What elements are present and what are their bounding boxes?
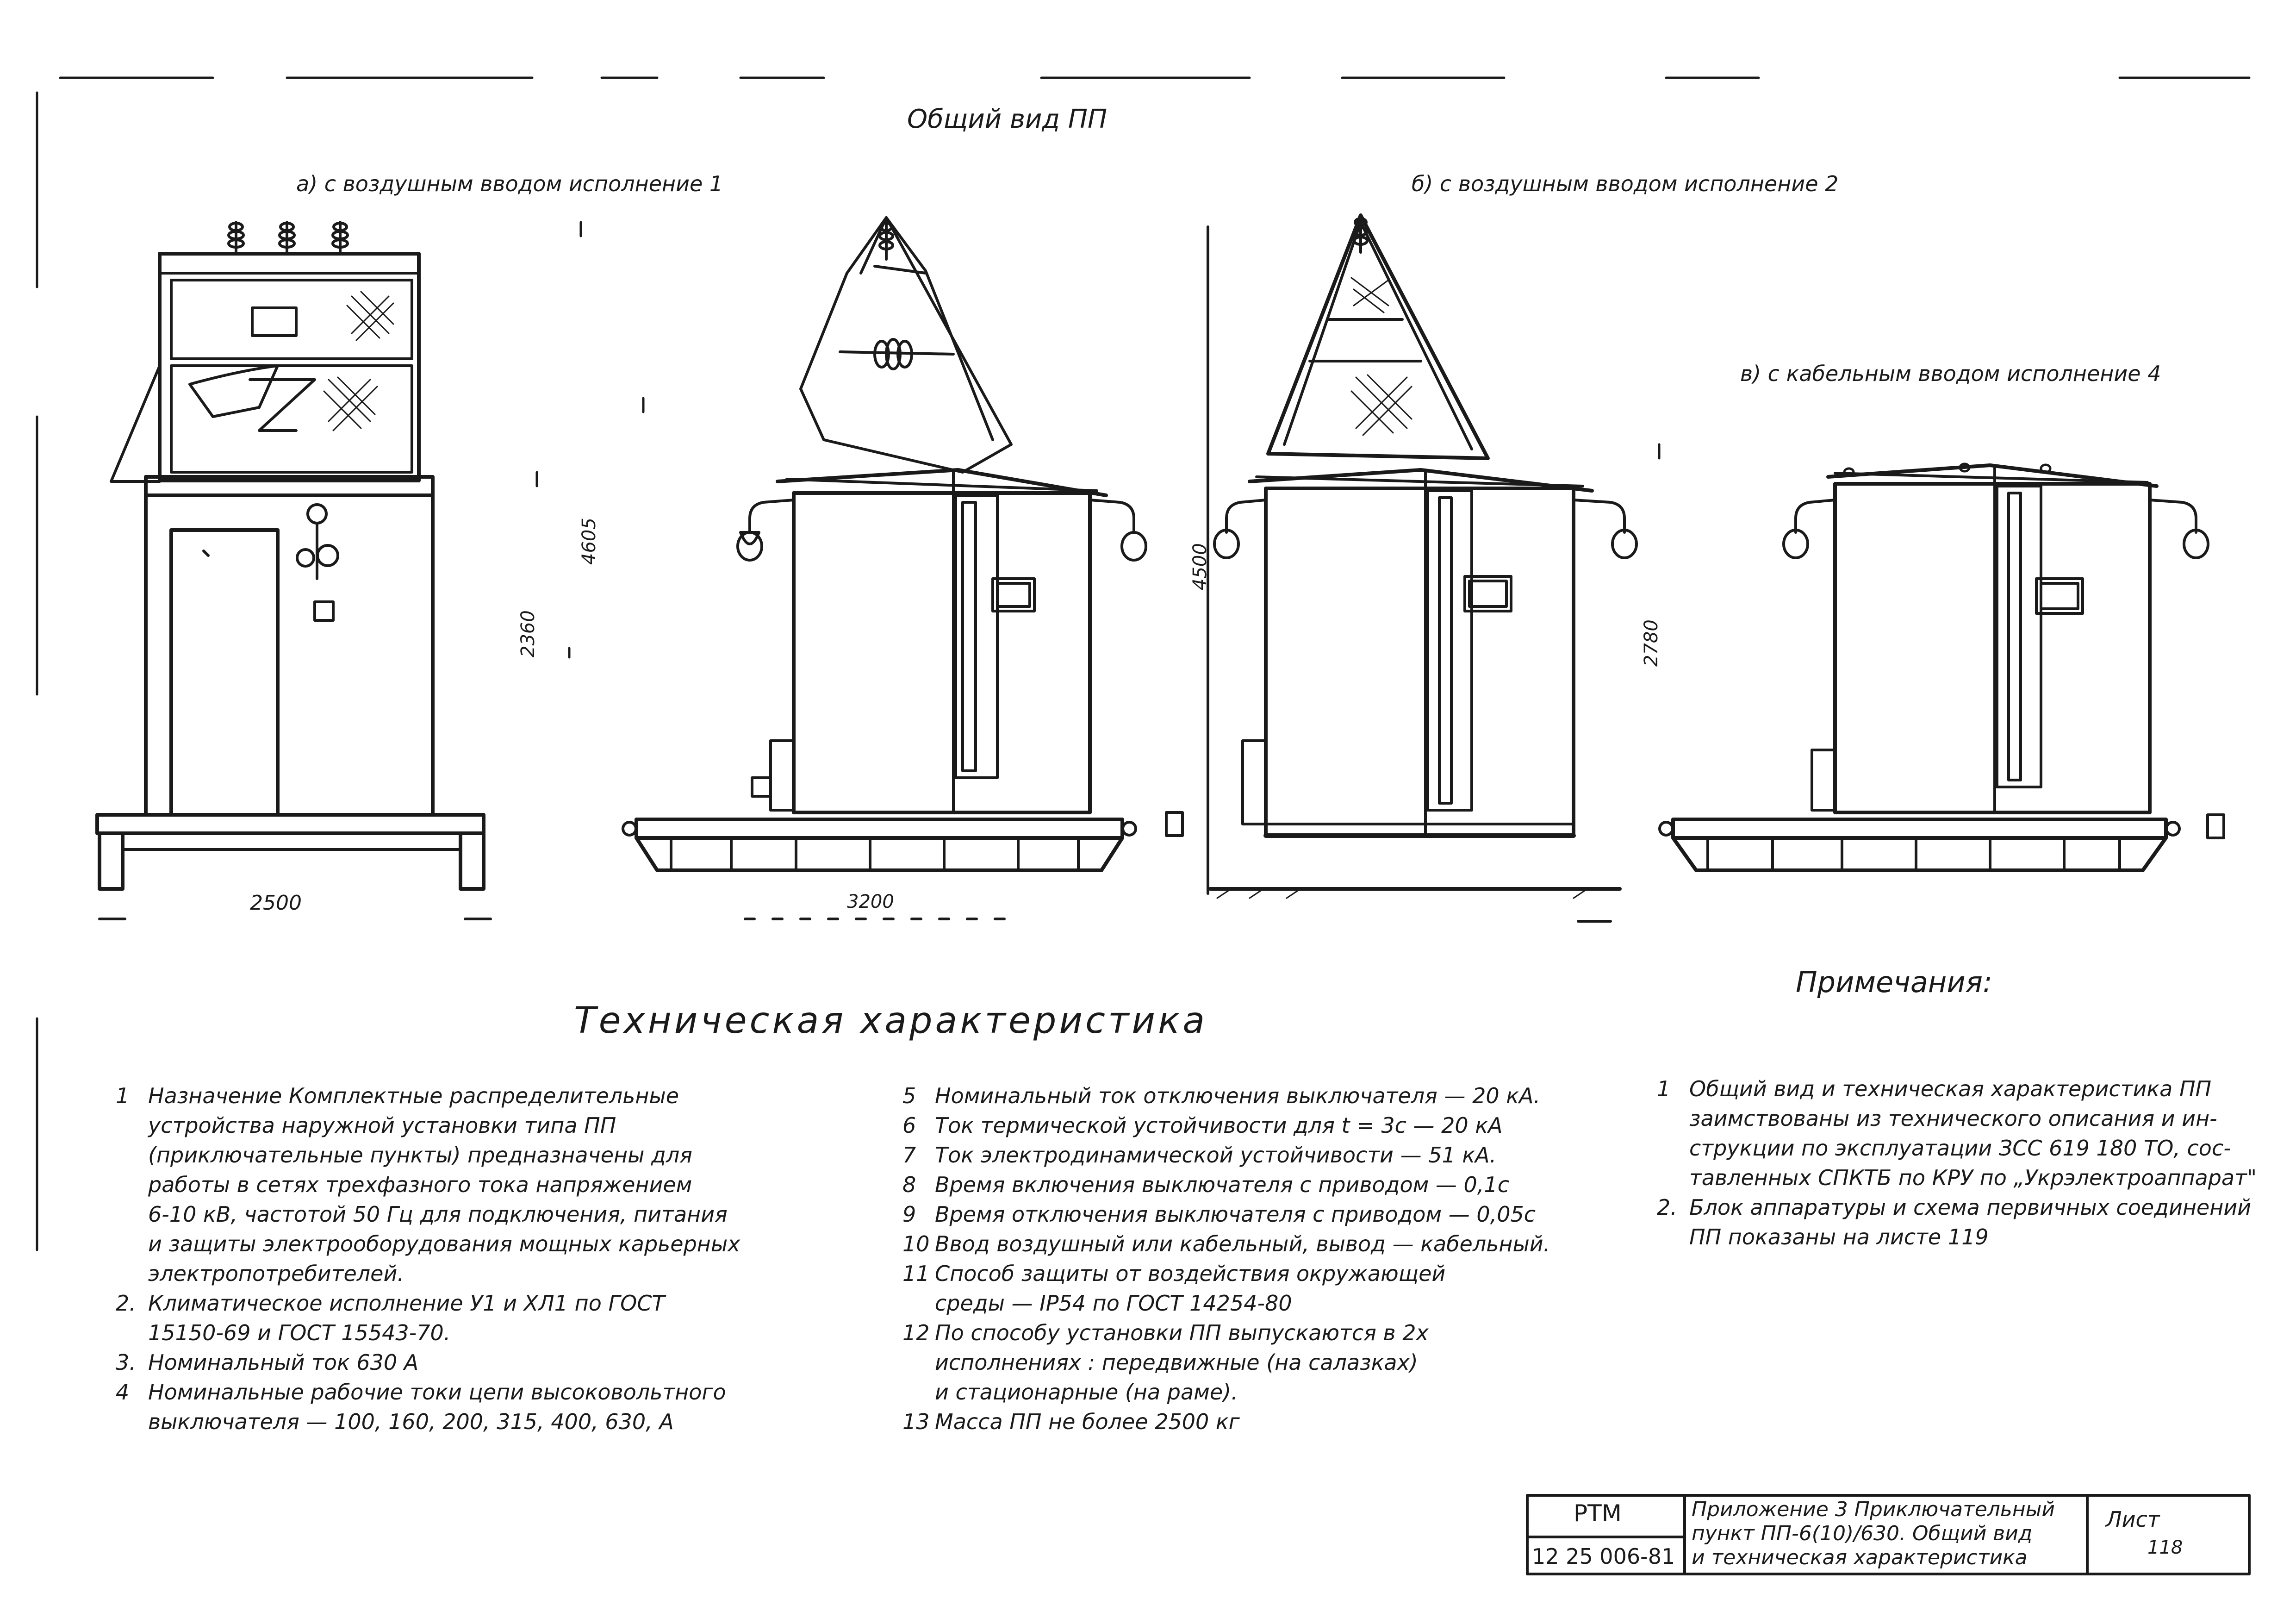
item-line: устройства наружной установки типа ПП	[148, 1113, 616, 1138]
note-item	[1657, 1193, 2257, 1252]
stamp-doc-top: РТМ	[1574, 1500, 1622, 1527]
stamp-sheet-number: 118	[2147, 1537, 2183, 1558]
dimension-2360: 2360	[517, 610, 539, 657]
item-line: Климатическое исполнение У1 и ХЛ1 по ГОСТ	[148, 1291, 665, 1316]
item-line: Ток электродинамической устойчивости — 51 кА.	[935, 1143, 1497, 1168]
item-number: 1	[1657, 1076, 1671, 1101]
note-item	[1657, 1074, 2257, 1193]
caption-view-v: в) с кабельным вводом исполнение 4	[1740, 361, 2161, 386]
tech-item	[902, 1407, 1550, 1437]
item-line: среды — IP54 по ГОСТ 14254-80	[935, 1291, 1292, 1316]
item-line: ПП показаны на листе 119	[1689, 1224, 1989, 1249]
item-line: Назначение Комплектные распределительные	[148, 1083, 679, 1108]
item-number: 13	[902, 1409, 930, 1434]
notes-list	[1657, 1074, 2257, 1252]
view-v-side	[1660, 464, 2224, 870]
item-line: тавленных СПКТБ по КРУ по „Укрэлектроаппарат"	[1689, 1165, 2257, 1190]
stamp-sheet-label: Лист	[2106, 1507, 2160, 1532]
item-line: Общий вид и техническая характеристика ПП	[1689, 1076, 2212, 1101]
item-line: струкции по эксплуатации ЗСС 619 180 ТО, сос-	[1689, 1136, 2231, 1161]
tech-item	[902, 1140, 1550, 1170]
item-number: 4	[116, 1380, 130, 1405]
tech-item	[116, 1377, 740, 1437]
insulators	[229, 222, 348, 254]
tech-list-right	[902, 1081, 1550, 1437]
stamp-desc-line: и техническая характеристика	[1692, 1546, 2028, 1569]
item-number: 1	[116, 1083, 130, 1108]
dimension-2780: 2780	[1641, 619, 1662, 667]
tech-item	[116, 1288, 740, 1348]
item-number: 2.	[1657, 1195, 1677, 1220]
dimension-3200: 3200	[847, 891, 894, 912]
item-number: 7	[902, 1143, 916, 1168]
item-number: 8	[902, 1172, 916, 1197]
notes-heading: Примечания:	[1796, 965, 1992, 999]
item-line: выключателя — 100, 160, 200, 315, 400, 630, А	[148, 1409, 674, 1434]
item-number: 9	[902, 1202, 916, 1227]
item-number: 12	[902, 1320, 930, 1345]
dimension-4605: 4605	[579, 518, 600, 565]
view-a-front	[97, 222, 491, 919]
stamp-desc-line: Приложение 3 Приключательный	[1692, 1498, 2055, 1521]
item-line: Блок аппаратуры и схема первичных соединений	[1689, 1195, 2252, 1220]
item-line: По способу установки ПП выпускаются в 2х	[935, 1320, 1429, 1345]
item-number: 3.	[116, 1350, 136, 1375]
item-line: и стационарные (на раме).	[935, 1380, 1238, 1405]
item-line: Время включения выключателя с приводом — 0,1с	[935, 1172, 1509, 1197]
item-line: исполнениях : передвижные (на салазках)	[935, 1350, 1418, 1375]
stamp-doc-bottom: 12 25 006-81	[1532, 1544, 1675, 1569]
caption-view-b: б) с воздушным вводом исполнение 2	[1412, 171, 1839, 196]
item-line: работы в сетях трехфазного тока напряжением	[148, 1172, 692, 1197]
tech-list-left	[116, 1081, 740, 1437]
tech-item	[902, 1318, 1550, 1407]
view-b-side	[1208, 215, 1636, 921]
item-line: и защиты электрооборудования мощных карьерных	[148, 1231, 740, 1256]
item-line: (приключательные пункты) предназначены для	[148, 1143, 692, 1168]
item-line: Время отключения выключателя с приводом — 0,05с	[935, 1202, 1536, 1227]
item-line: 6-10 кВ, частотой 50 Гц для подключения, питания	[148, 1202, 728, 1227]
item-number: 5	[902, 1083, 916, 1108]
tech-item	[902, 1111, 1550, 1140]
item-number: 10	[902, 1231, 930, 1256]
item-number: 6	[902, 1113, 916, 1138]
caption-view-a: а) с воздушным вводом исполнение 1	[296, 171, 723, 196]
tech-item	[902, 1229, 1550, 1259]
item-line: электропотребителей.	[148, 1261, 404, 1286]
tech-item	[902, 1170, 1550, 1199]
item-line: Масса ПП не более 2500 кг	[935, 1409, 1240, 1434]
item-number: 2.	[116, 1291, 136, 1316]
item-number: 11	[902, 1261, 930, 1286]
stamp-description	[1692, 1498, 2055, 1570]
tech-item	[902, 1259, 1550, 1318]
item-line: Ток термической устойчивости для t = 3с — 20 кА	[935, 1113, 1503, 1138]
item-line: 15150-69 и ГОСТ 15543-70.	[148, 1320, 451, 1345]
stamp-desc-line: пункт ПП-6(10)/630. Общий вид	[1692, 1522, 2033, 1545]
item-line: заимствованы из технического описания и ин-	[1689, 1106, 2217, 1131]
item-line: Способ защиты от воздействия окружающей	[935, 1261, 1446, 1286]
dimension-2500: 2500	[250, 891, 302, 915]
item-line: Номинальный ток 630 А	[148, 1350, 419, 1375]
view-a-side	[623, 218, 1182, 919]
item-line: Номинальные рабочие токи цепи высоковольтного	[148, 1380, 726, 1405]
drawing-title: Общий вид ПП	[907, 104, 1108, 134]
tech-item	[116, 1081, 740, 1288]
item-line: Номинальный ток отключения выключателя — 20 кА.	[935, 1083, 1541, 1108]
tech-heading: Техническая характеристика	[574, 1000, 1207, 1042]
dimension-4500: 4500	[1189, 543, 1211, 590]
tech-item	[902, 1199, 1550, 1229]
tech-item	[902, 1081, 1550, 1111]
item-line: Ввод воздушный или кабельный, вывод — кабельный.	[935, 1231, 1550, 1256]
dimension-lines	[537, 222, 1659, 657]
tech-item	[116, 1348, 740, 1377]
